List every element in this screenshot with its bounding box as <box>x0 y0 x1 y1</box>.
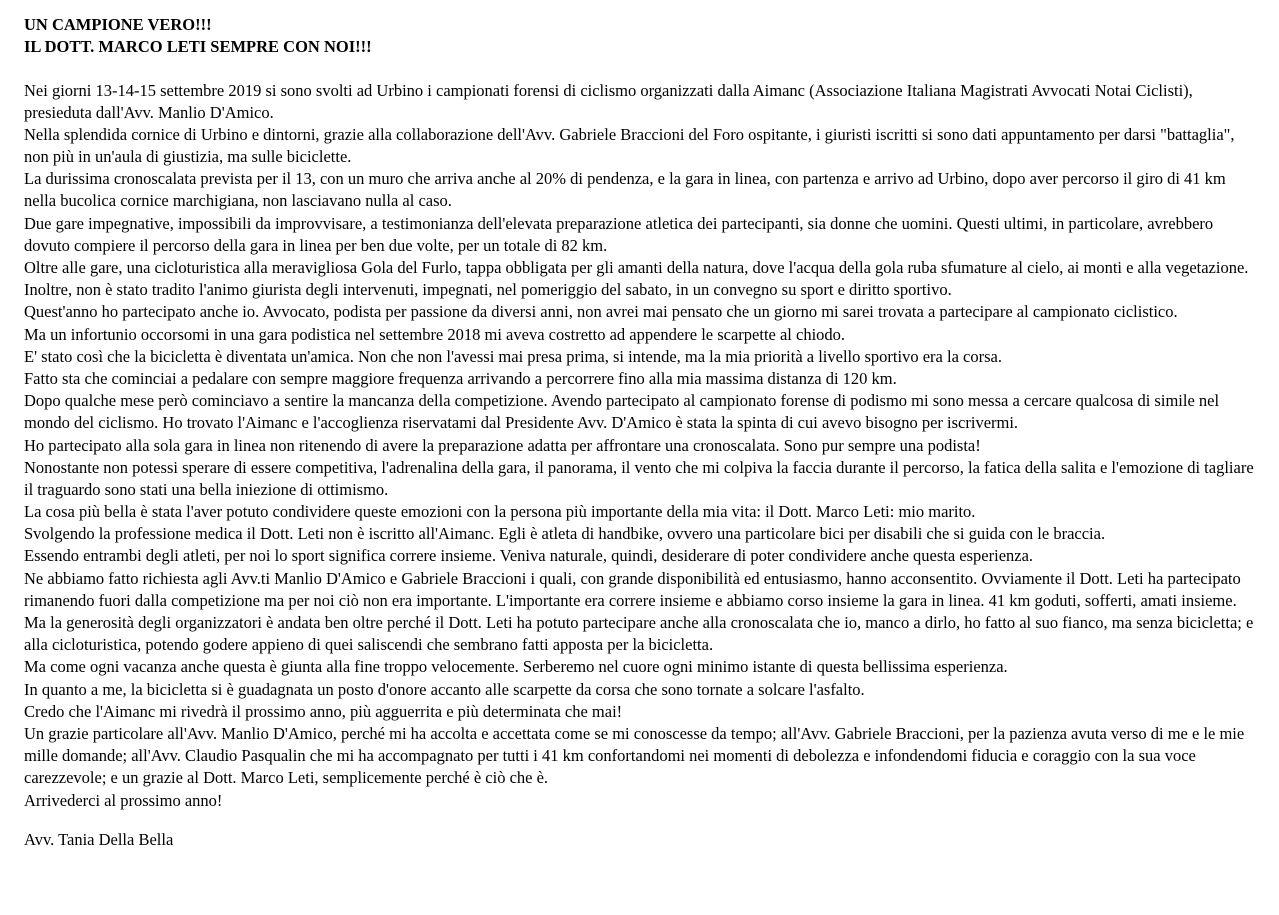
paragraph: E' stato così che la bicicletta è diventata un'amica. Non che non l'avessi mai presa prima, si intende, ma la mia priorità a livello sportivo era la corsa. <box>24 346 1002 366</box>
paragraph: Un grazie particolare all'Avv. Manlio D'Amico, perché mi ha accolta e accettata come se mi conoscesse da tempo; all'Avv. Gabriele Braccioni, per la pazienza avuta verso di me e le mie mille domande; all'Avv. Claudio Pasqualin che mi ha accompagnato per tutti i 41 km confortandomi nei momenti di debolezza e infondendomi fiducia e coraggio con la sua voce carezzevole; e un grazie al Dott. Marco Leti, semplicemente perché è ciò che è. <box>24 723 1249 788</box>
document-title <box>24 14 1257 58</box>
paragraph: Arrivederci al prossimo anno! <box>24 790 223 810</box>
paragraph: Ma un infortunio occorsomi in una gara podistica nel settembre 2018 mi aveva costretto ad appendere le scarpette al chiodo. <box>24 324 846 344</box>
paragraph: Ma la generosità degli organizzatori è andata ben oltre perché il Dott. Leti ha potuto partecipare anche alla cronoscalata che io, manco a dirlo, ho fatto al suo fianco, ma senza bicicletta; e alla cicloturistica, potendo godere appieno di quei saliscendi che sembrano fatti apposta per la bicicletta. <box>24 613 1258 655</box>
paragraph: Nella splendida cornice di Urbino e dintorni, grazie alla collaborazione dell'Avv. Gabriele Braccioni del Foro ospitante, i giuristi iscritti si sono dati appuntamento per darsi "battaglia", non più in un'aula di giustizia, ma sulle biciclette. <box>24 124 1239 167</box>
paragraph: La cosa più bella è stata l'aver potuto condividere queste emozioni con la persona più importante della mia vita: il Dott. Marco Leti: mio marito. <box>24 502 976 522</box>
paragraph: Due gare impegnative, impossibili da improvvisare, a testimonianza dell'elevata preparazione atletica dei partecipanti, sia donne che uomini. Questi ultimi, in particolare, avrebbero dovuto compiere il percorso della gara in linea per ben due volte, per un totale di 82 km. <box>24 213 1218 255</box>
paragraph: Nei giorni 13-14-15 settembre 2019 si sono svolti ad Urbino i campionati forensi di ciclismo organizzati dalla Aimanc (Associazione Italiana Magistrati Avvocati Notai Ciclisti), presieduta dall'Avv. Manlio D'Amico. <box>24 80 1197 122</box>
document-body <box>24 80 1257 812</box>
title-line-2: IL DOTT. MARCO LETI SEMPRE CON NOI!!! <box>24 36 372 56</box>
paragraph: Ho partecipato alla sola gara in linea non ritenendo di avere la preparazione adatta per affrontare una cronoscalata. Sono pur sempre una podista! <box>24 435 981 455</box>
paragraph: Inoltre, non è stato tradito l'animo giurista degli intervenuti, impegnati, nel pomeriggio del sabato, in un convegno su sport e diritto sportivo. <box>24 280 952 300</box>
title-line-1: UN CAMPIONE VERO!!! <box>24 15 212 34</box>
signature-spacer <box>24 812 1257 829</box>
paragraph: Ne abbiamo fatto richiesta agli Avv.ti Manlio D'Amico e Gabriele Braccioni i quali, con grande disponibilità ed entusiasmo, hanno acconsentito. Ovviamente il Dott. Leti ha partecipato rimanendo fuori dalla competizione ma per noi ciò non era importante. L'importante era correre insieme e abbiamo corso insieme la gara in linea. 41 km goduti, sofferti, amati insieme. <box>24 568 1245 610</box>
paragraph: Nonostante non potessi sperare di essere competitiva, l'adrenalina della gara, il panorama, il vento che mi colpiva la faccia durante il percorso, la fatica della salita e l'emozione di tagliare il traguardo sono stati una bella iniezione di ottimismo. <box>24 457 1258 499</box>
paragraph: Svolgendo la professione medica il Dott. Leti non è iscritto all'Aimanc. Egli è atleta di handbike, ovvero una particolare bici per disabili che si guida con le braccia. <box>24 524 1106 544</box>
paragraph: Credo che l'Aimanc mi rivedrà il prossimo anno, più agguerrita e più determinata che mai! <box>24 701 623 721</box>
paragraph: Essendo entrambi degli atleti, per noi lo sport significa correre insieme. Veniva naturale, quindi, desiderare di poter condividere anche questa esperienza. <box>24 546 1034 566</box>
paragraph: Oltre alle gare, una cicloturistica alla meravigliosa Gola del Furlo, tappa obbligata per gli amanti della natura, dove l'acqua della gola ruba sfumature al cielo, ai monti e alla vegetazione. <box>24 258 1249 278</box>
paragraph: Ma come ogni vacanza anche questa è giunta alla fine troppo velocemente. Serberemo nel cuore ogni minimo istante di questa bellissima esperienza. <box>24 657 1008 677</box>
document-signature: Avv. Tania Della Bella <box>24 829 174 849</box>
paragraph: Quest'anno ho partecipato anche io. Avvocato, podista per passione da diversi anni, non avrei mai pensato che un giorno mi sarei trovata a partecipare al campionato ciclistico. <box>24 302 1178 322</box>
paragraph: Fatto sta che cominciai a pedalare con sempre maggiore frequenza arrivando a percorrere fino alla mia massima distanza di 120 km. <box>24 368 897 388</box>
paragraph: La durissima cronoscalata prevista per il 13, con un muro che arriva anche al 20% di pendenza, e la gara in linea, con partenza e arrivo ad Urbino, dopo aver percorso il giro di 41 km nella bucolica cornice marchigiana, non lasciavano nulla al caso. <box>24 169 1230 211</box>
paragraph: In quanto a me, la bicicletta si è guadagnata un posto d'onore accanto alle scarpette da corsa che sono tornate a solcare l'asfalto. <box>24 679 865 699</box>
paragraph: Dopo qualche mese però cominciavo a sentire la mancanza della competizione. Avendo partecipato al campionato forense di podismo mi sono messa a cercare qualcosa di simile nel mondo del ciclismo. Ho trovato l'Aimanc e l'accoglienza riservatami dal Presidente Avv. D'Amico è stata la spinta di cui avevo bisogno per iscrivermi. <box>24 391 1224 433</box>
